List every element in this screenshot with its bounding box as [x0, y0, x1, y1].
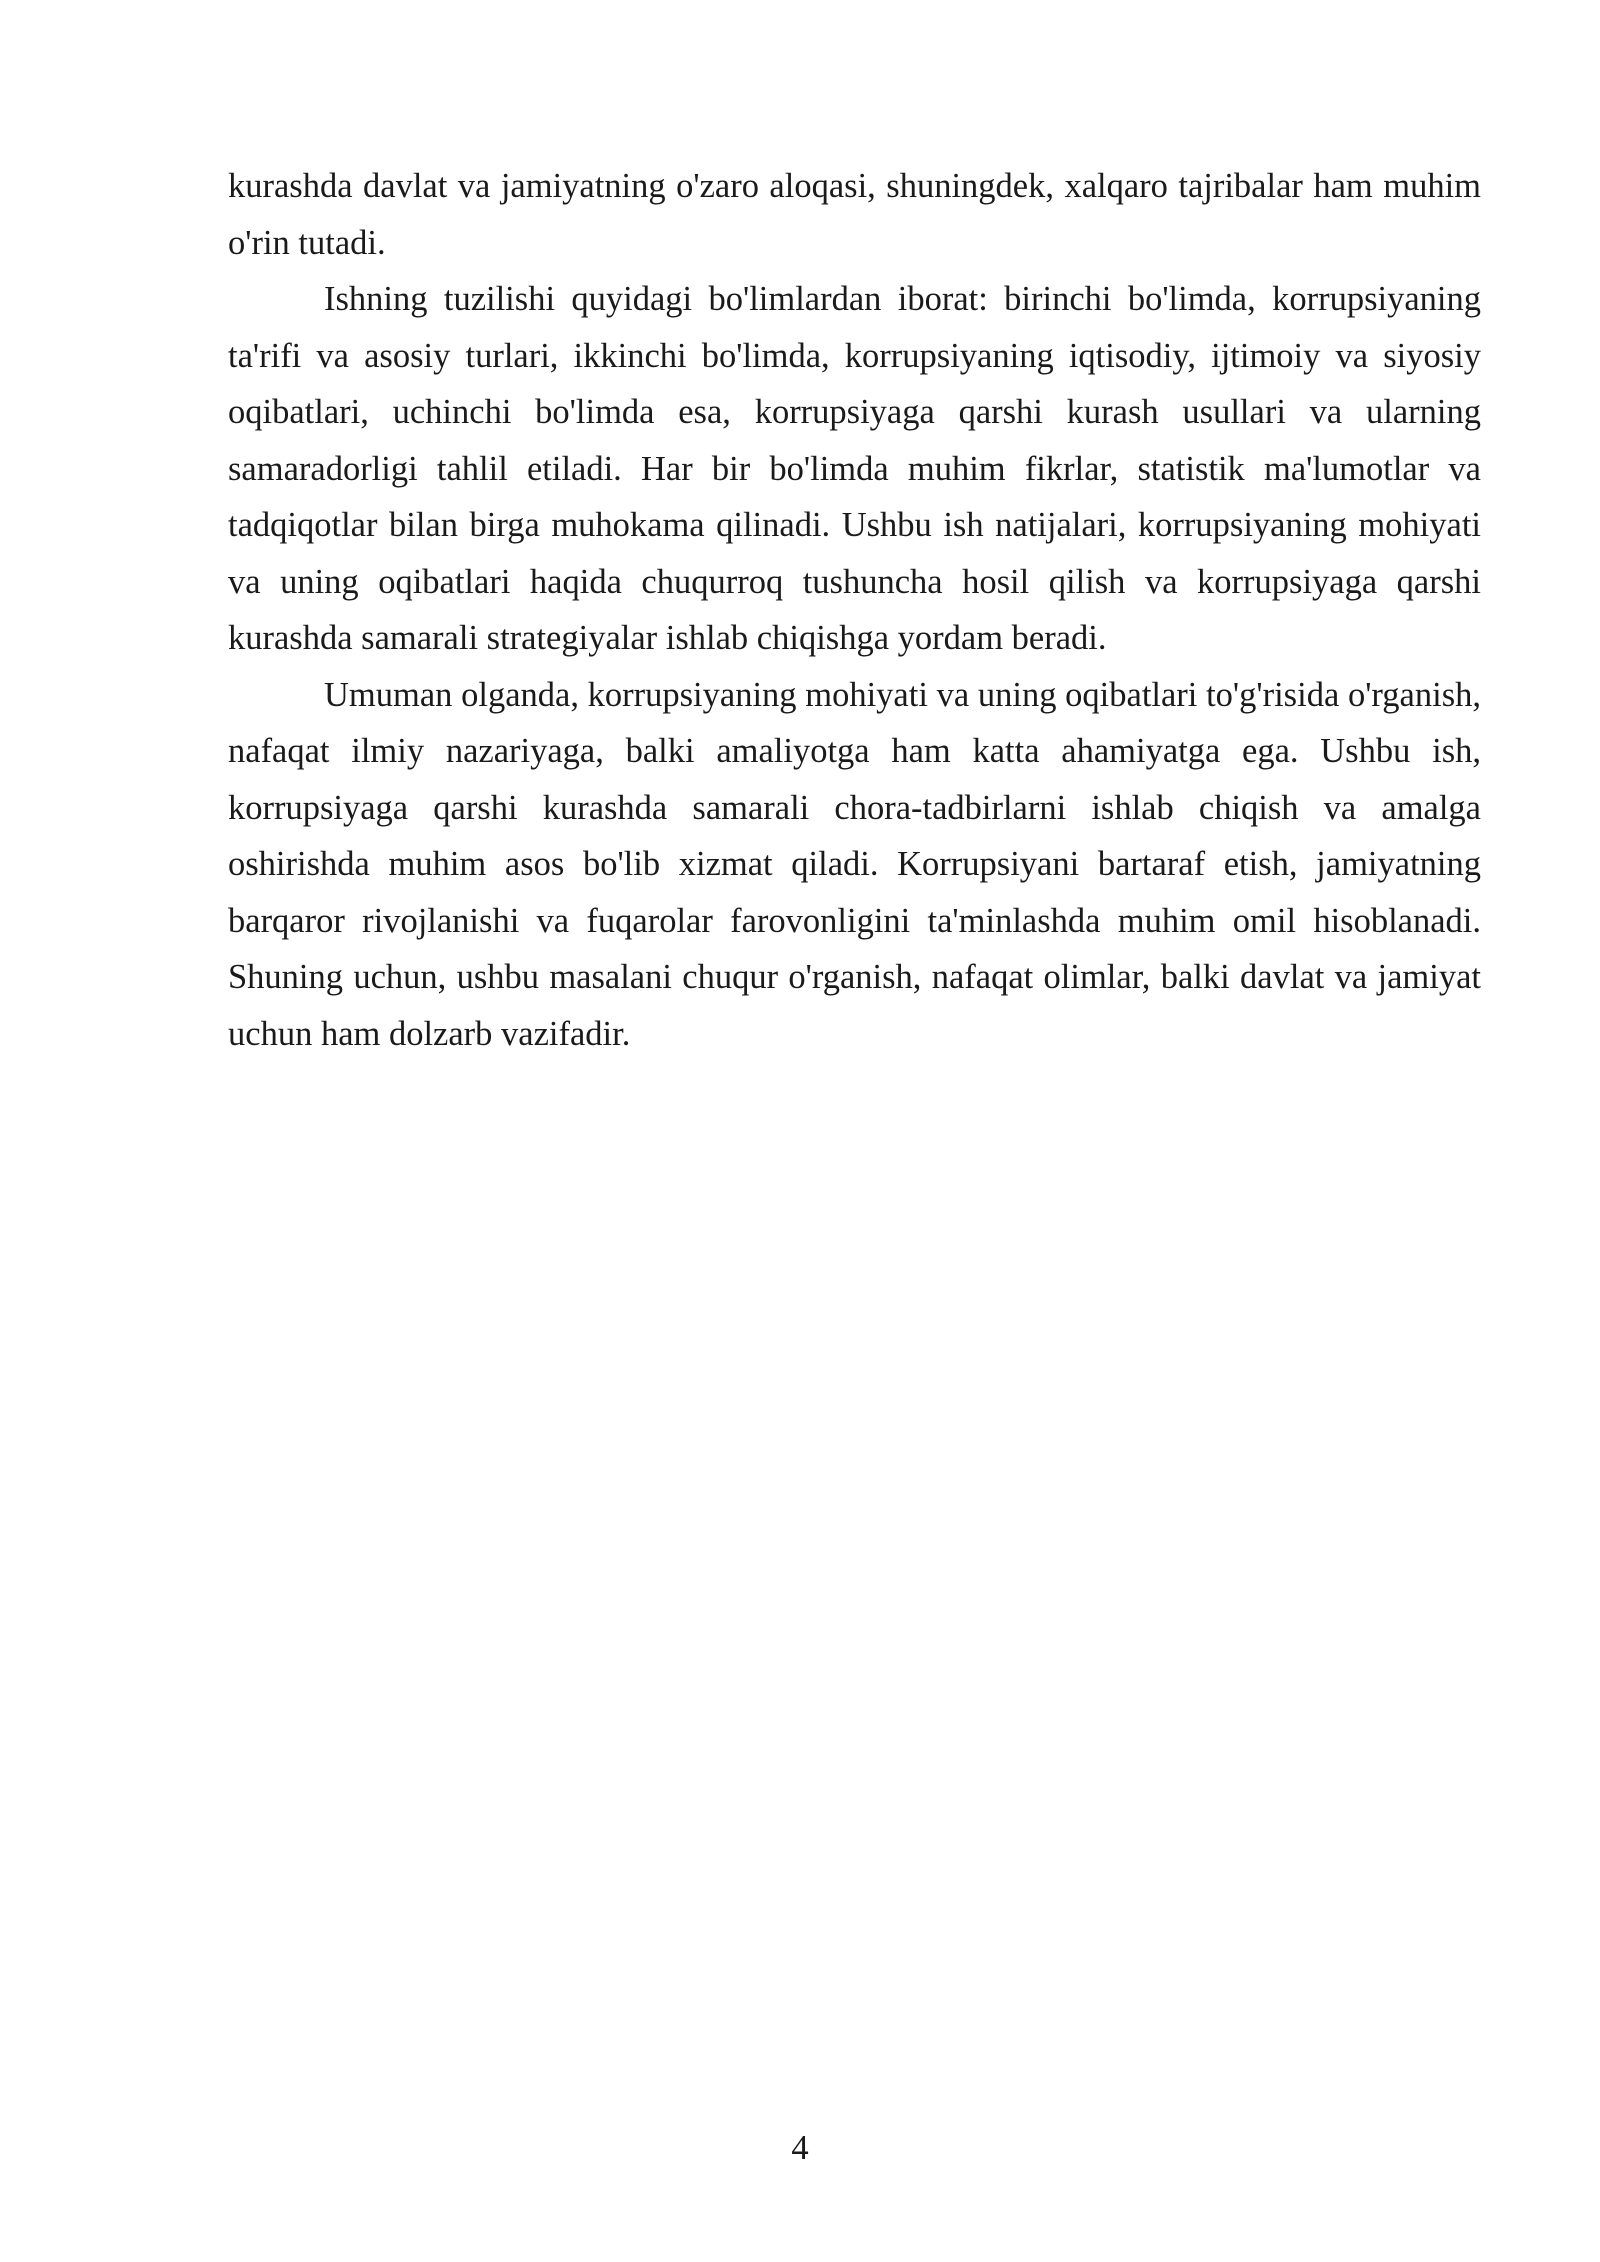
paragraph-structure: Ishning tuzilishi quyidagi bo'limlardan iborat: birinchi bo'limda, korrupsiyaning ta'rifi va asosiy turlari, ikkinchi bo'limda, korrupsiyaning iqtisodiy, ijtimoiy va siyosiy oqibatlari, uchinchi bo'limda esa, korrupsiyaga qarshi kurash usullari va ularning samaradorligi tahlil etiladi. Har bir bo'limda muhim fikrlar, statistik ma'lumotlar va tadqiqotlar bilan birga muhokama qilinadi. Ushbu ish natijalari, korrupsiyaning mohiyati va uning oqibatlari haqida chuqurroq tushuncha hosil qilish va korrupsiyaga qarshi kurashda samarali strategiyalar ishlab chiqishga yordam beradi.: [228, 280, 1481, 657]
paragraph-conclusion: Umuman olganda, korrupsiyaning mohiyati va uning oqibatlari to'g'risida o'rganish, nafaqat ilmiy nazariyaga, balki amaliyotga ham katta ahamiyatga ega. Ushbu ish, korrupsiyaga qarshi kurashda samarali chora-tadbirlarni ishlab chiqish va amalga oshirishda muhim asos bo'lib xizmat qiladi. Korrupsiyani bartaraf etish, jamiyatning barqaror rivojlanishi va fuqarolar farovonligini ta'minlashda muhim omil hisoblanadi. Shuning uchun, ushbu masalani chuqur o'rganish, nafaqat olimlar, balki davlat va jamiyat uchun ham dolzarb vazifadir.: [228, 675, 1481, 1053]
paragraph-continuation: kurashda davlat va jamiyatning o'zaro aloqasi, shuningdek, xalqaro tajribalar ham muhim o'rin tutadi.: [228, 167, 1481, 262]
body-text: [228, 158, 1481, 1062]
page-number: 4: [791, 2129, 809, 2167]
